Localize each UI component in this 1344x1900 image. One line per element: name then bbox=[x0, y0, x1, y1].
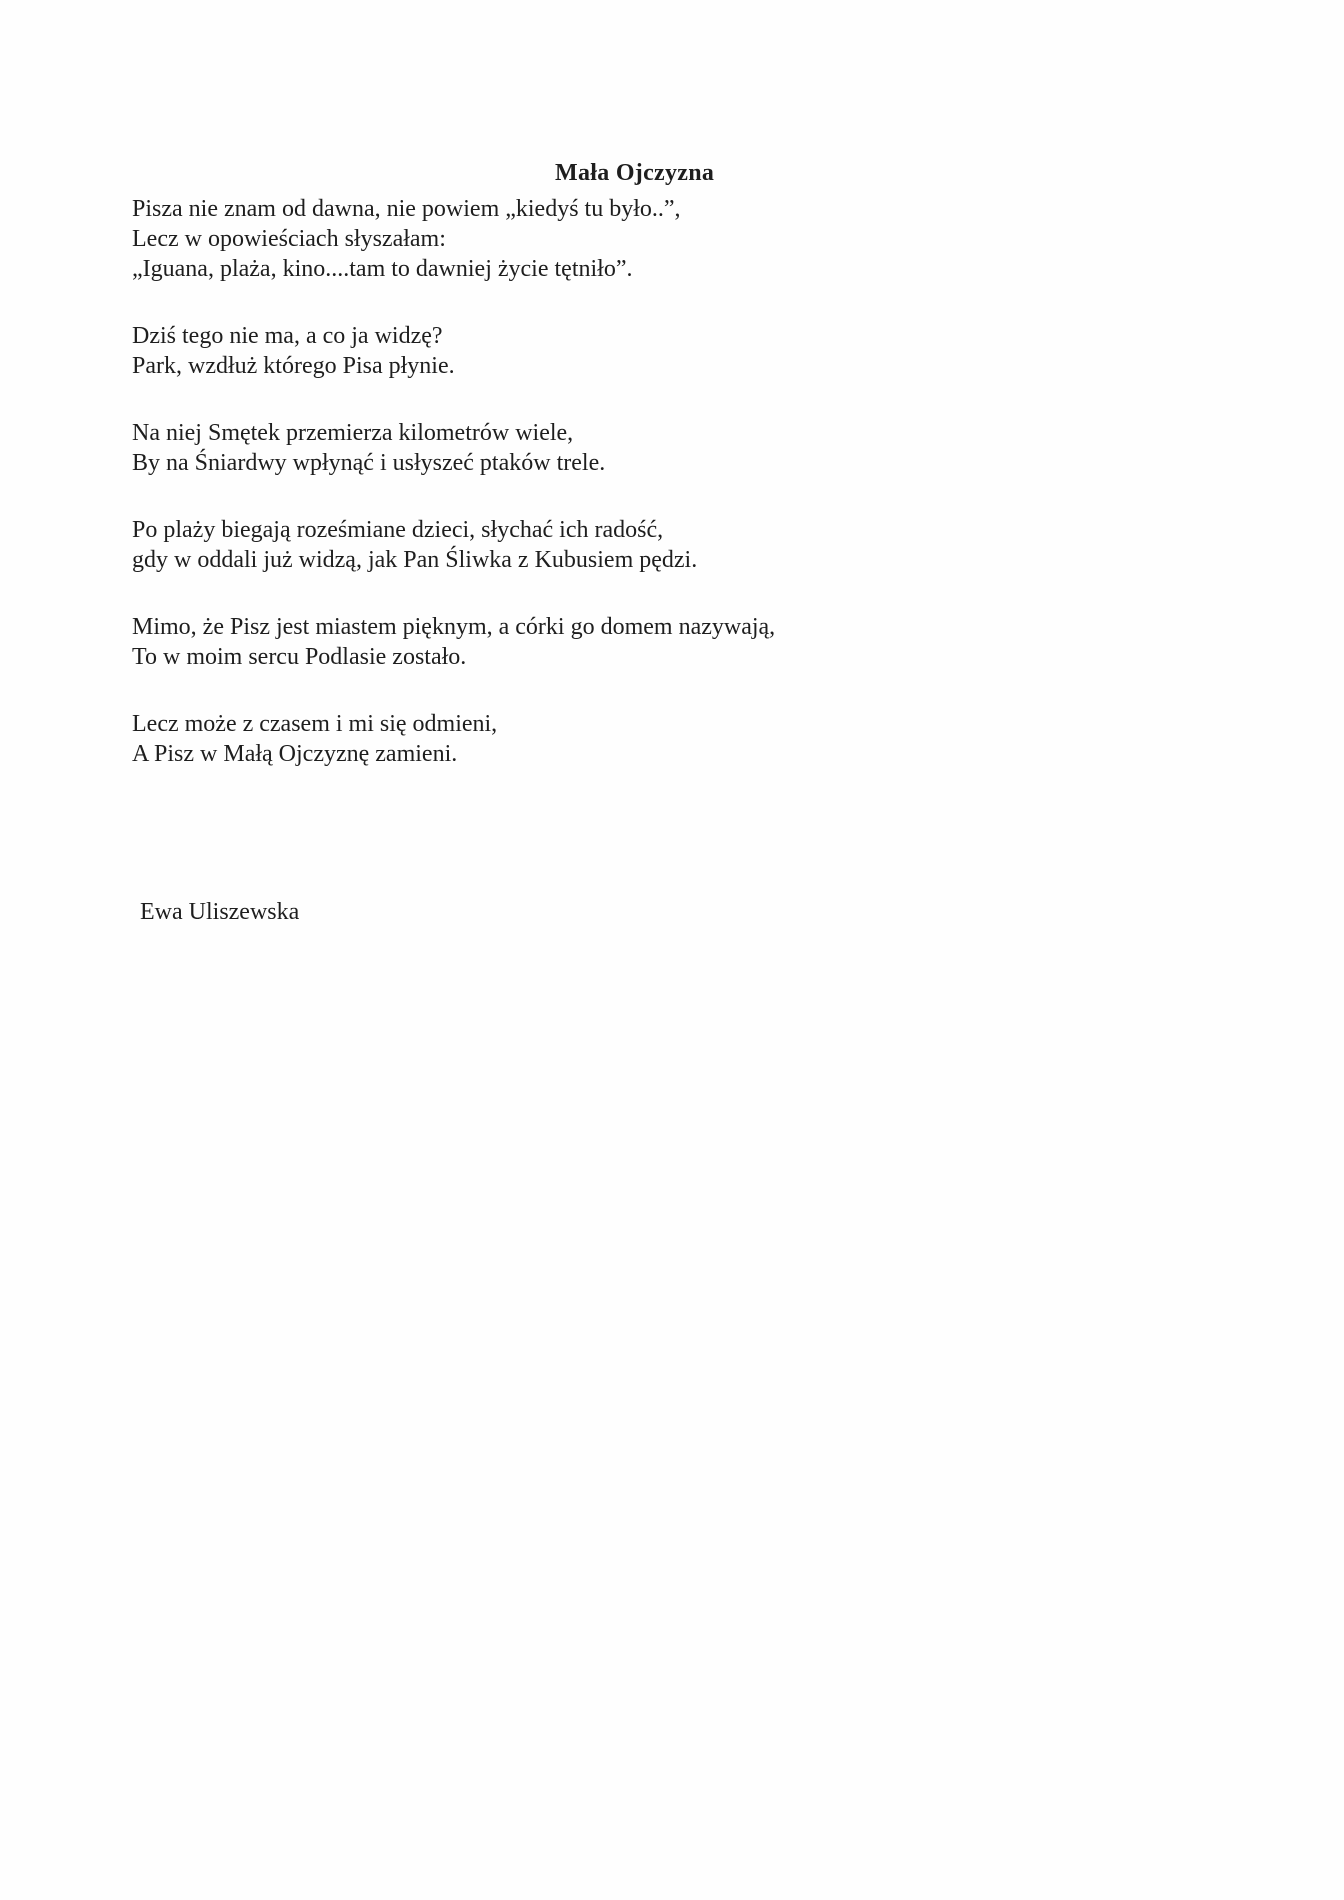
poem-line: A Pisz w Małą Ojczyznę zamieni. bbox=[132, 741, 458, 767]
poem-title: Mała Ojczyzna bbox=[555, 160, 715, 186]
poem-line: Dziś tego nie ma, a co ja widzę? bbox=[132, 323, 443, 349]
stanza-1 bbox=[132, 194, 1232, 284]
poem-line: Po plaży biegają roześmiane dzieci, słychać ich radość, bbox=[132, 517, 664, 543]
stanza-2 bbox=[132, 321, 1232, 381]
stanza-6 bbox=[132, 709, 1232, 769]
poem-line: „Iguana, plaża, kino....tam to dawniej życie tętniło”. bbox=[132, 256, 633, 282]
poem-line: By na Śniardwy wpłynąć i usłyszeć ptaków trele. bbox=[132, 450, 606, 476]
poem-line: gdy w oddali już widzą, jak Pan Śliwka z Kubusiem pędzi. bbox=[132, 547, 698, 573]
poem-line: Mimo, że Pisz jest miastem pięknym, a córki go domem nazywają, bbox=[132, 614, 776, 640]
stanza-3 bbox=[132, 418, 1232, 478]
poem-line: Park, wzdłuż którego Pisa płynie. bbox=[132, 353, 455, 379]
poem-line: Na niej Smętek przemierza kilometrów wiele, bbox=[132, 420, 574, 446]
poem-line: Lecz może z czasem i mi się odmieni, bbox=[132, 711, 498, 737]
stanza-5 bbox=[132, 612, 1232, 672]
poem-body bbox=[132, 194, 1232, 806]
poem-line: To w moim sercu Podlasie zostało. bbox=[132, 644, 467, 670]
stanza-4 bbox=[132, 515, 1232, 575]
poem-author: Ewa Uliszewska bbox=[140, 899, 300, 925]
poem-line: Lecz w opowieściach słyszałam: bbox=[132, 226, 446, 252]
poem-line: Pisza nie znam od dawna, nie powiem „kiedyś tu było..”, bbox=[132, 196, 681, 222]
